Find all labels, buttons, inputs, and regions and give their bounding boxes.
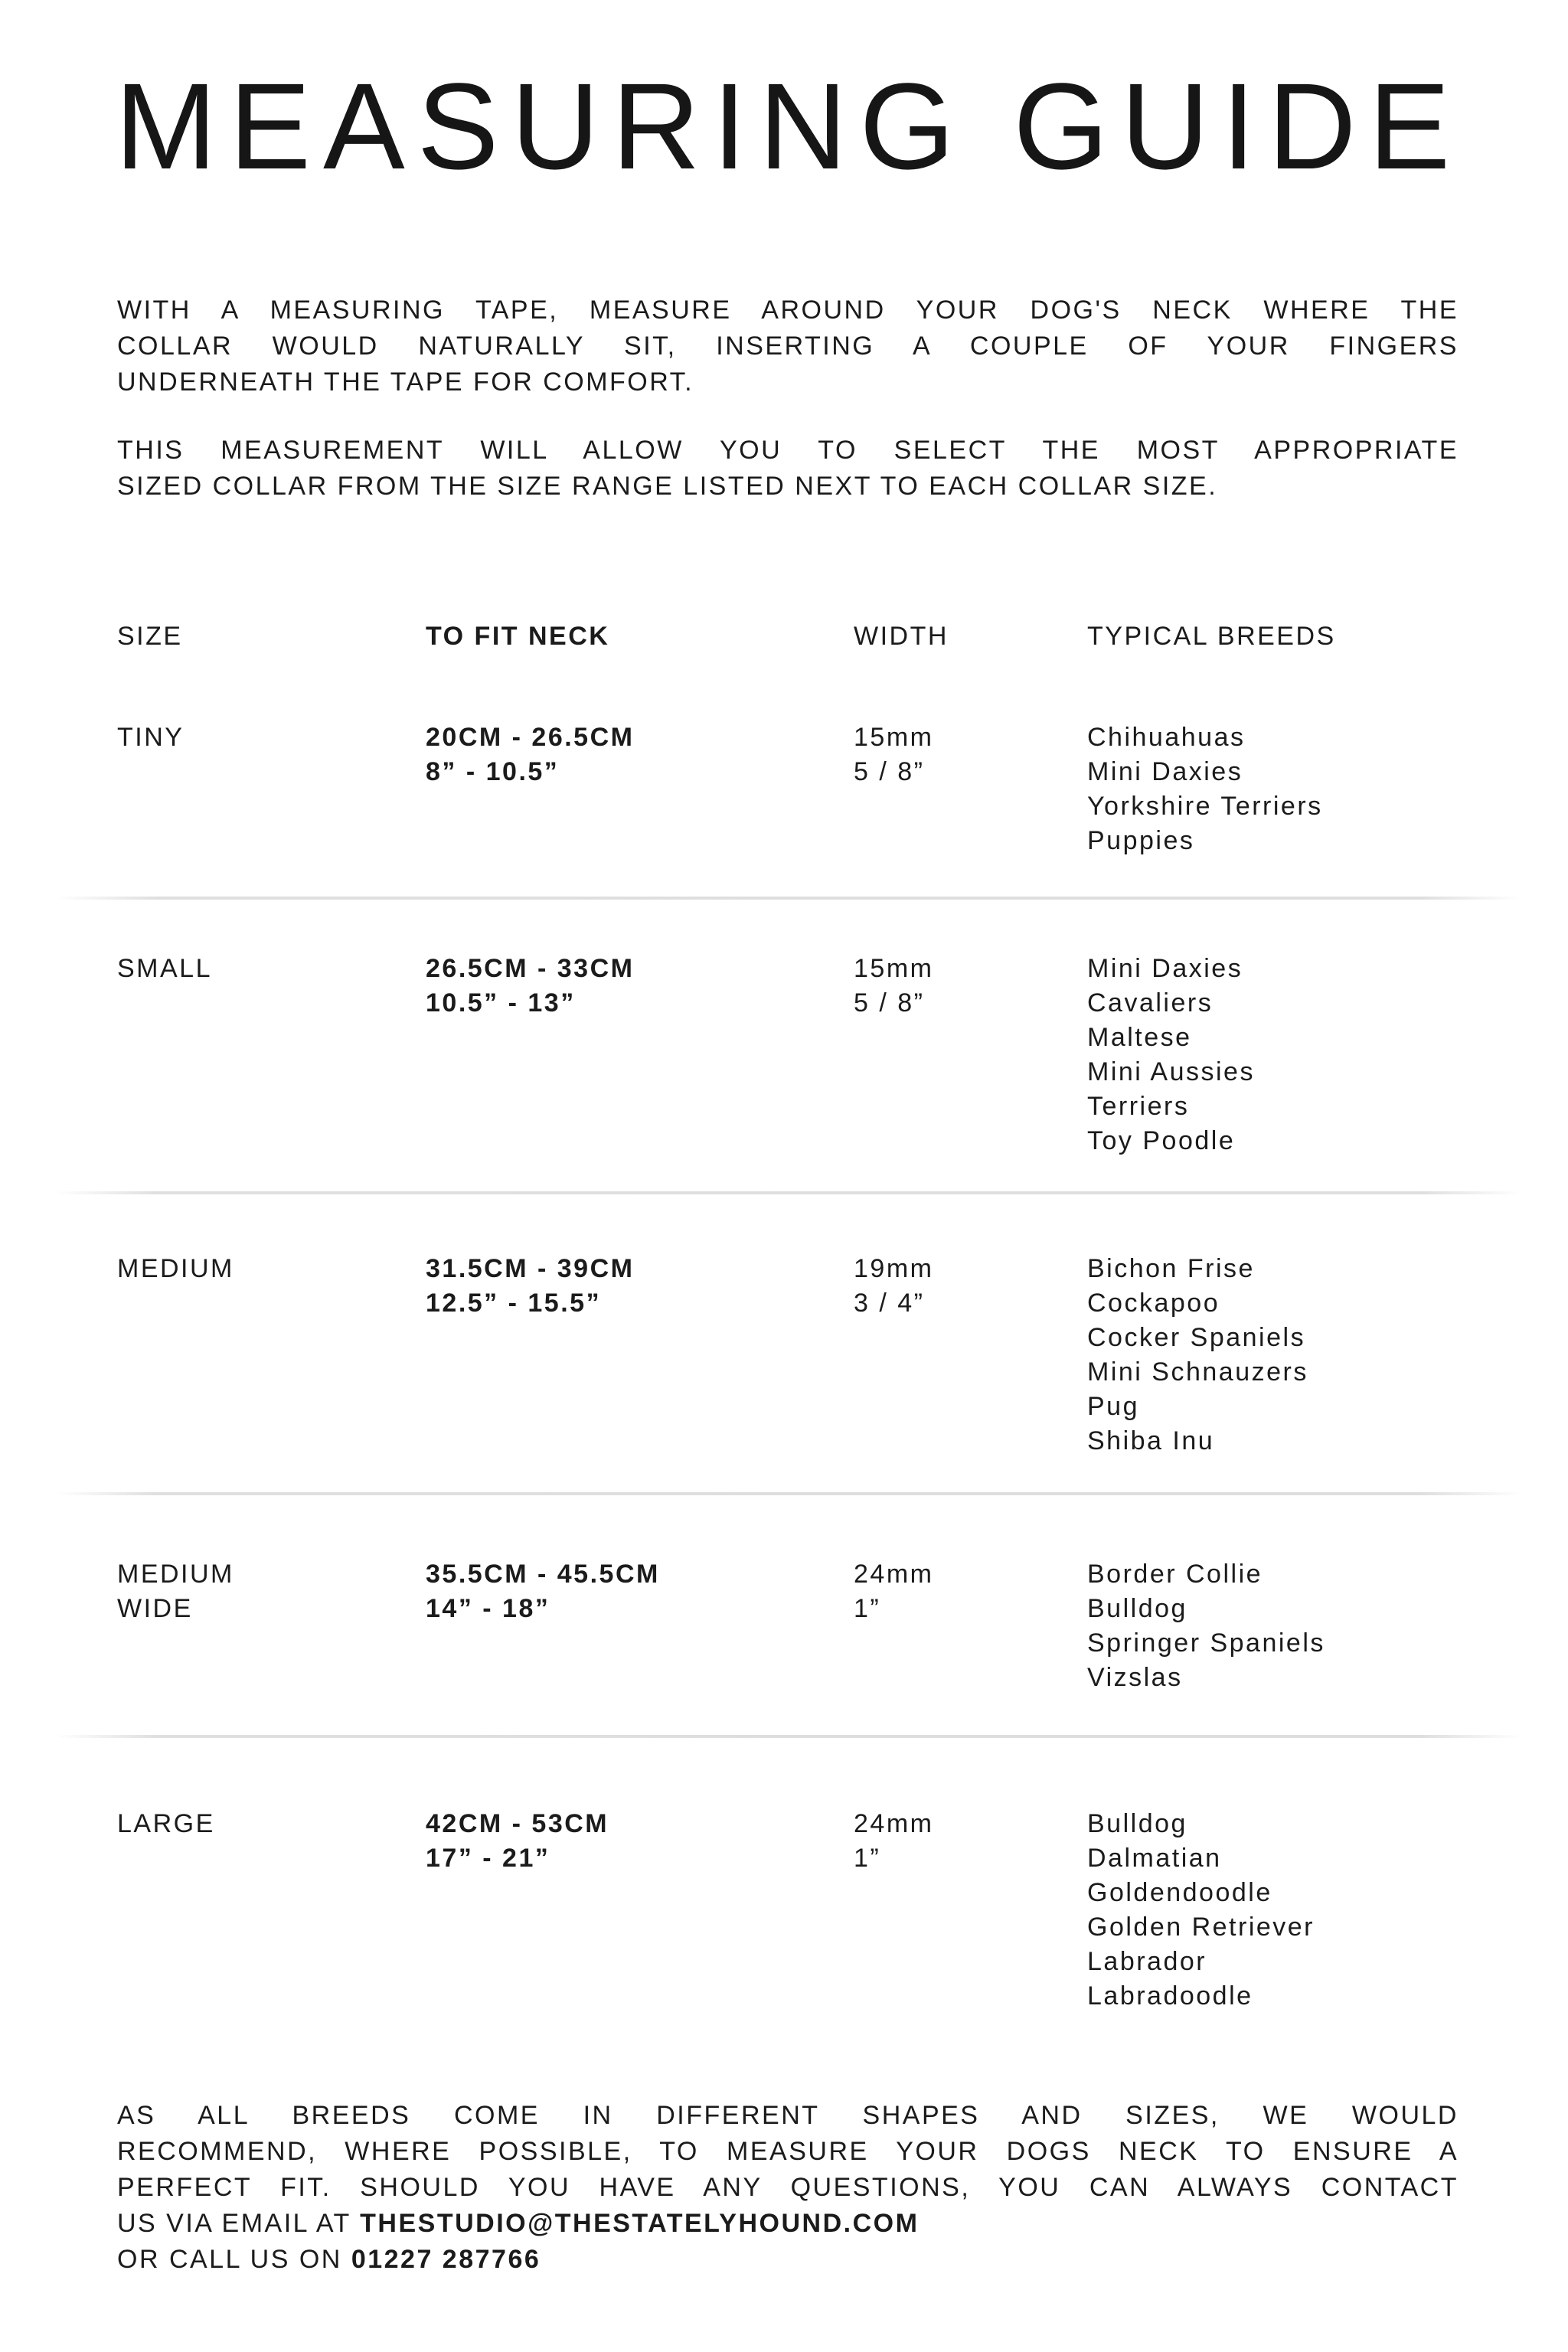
intro-paragraph-1 <box>117 292 1459 400</box>
text-segment: COLLAR WOULD NATURALLY SIT, INSERTING A COUPLE OF YOUR FINGERS <box>117 332 1459 361</box>
collar-width-line: 24mm <box>854 1560 934 1589</box>
neck-range-line: 14” - 18” <box>426 1594 550 1623</box>
text-segment: SIZED COLLAR FROM THE SIZE RANGE LISTED NEXT TO EACH COLLAR SIZE. <box>117 472 1218 501</box>
text-segment: THIS MEASUREMENT WILL ALLOW YOU TO SELECT THE MOST APPROPRIATE <box>117 436 1459 465</box>
footer-note <box>117 2098 1459 2278</box>
breed-list-line: Vizslas <box>1087 1663 1183 1692</box>
text-segment: RECOMMEND, WHERE POSSIBLE, TO MEASURE YOUR DOGS NECK TO ENSURE A <box>117 2137 1459 2166</box>
breed-list-line: Mini Daxies <box>1087 757 1243 786</box>
text-line <box>117 2170 1459 2206</box>
text-segment: US VIA EMAIL AT <box>117 2209 361 2238</box>
breed-list-line: Goldendoodle <box>1087 1878 1272 1907</box>
neck-range-line: 20CM - 26.5CM <box>426 723 635 752</box>
neck-range <box>426 952 854 1158</box>
text-line <box>117 2098 1459 2134</box>
neck-range <box>426 1252 854 1459</box>
breed-list-line: Puppies <box>1087 826 1195 855</box>
text-line <box>117 2242 1459 2278</box>
column-header-size: SIZE <box>117 622 183 651</box>
neck-range-line: 17” - 21” <box>426 1844 550 1873</box>
breed-list-line: Springer Spaniels <box>1087 1628 1325 1658</box>
size-label-line: LARGE <box>117 1809 215 1838</box>
breed-list <box>1087 1807 1459 2014</box>
text-segment: AS ALL BREEDS COME IN DIFFERENT SHAPES AND SIZES, WE WOULD <box>117 2101 1459 2130</box>
size-label-line: WIDE <box>117 1594 193 1623</box>
breed-list <box>1087 720 1459 858</box>
neck-range <box>426 1557 854 1695</box>
size-row-medium <box>117 1252 1459 1459</box>
row-divider <box>55 1735 1522 1738</box>
breed-list-line: Mini Aussies <box>1087 1057 1255 1086</box>
collar-width-line: 5 / 8” <box>854 757 925 786</box>
intro-paragraph-2 <box>117 433 1459 505</box>
size-row-medium-wide <box>117 1557 1459 1695</box>
breed-list-line: Mini Schnauzers <box>1087 1357 1308 1387</box>
breed-list-line: Mini Daxies <box>1087 954 1243 983</box>
breed-list-line: Cocker Spaniels <box>1087 1323 1306 1352</box>
row-divider <box>55 897 1522 900</box>
size-label-line: SMALL <box>117 954 212 983</box>
breed-list-line: Labradoodle <box>1087 1981 1253 2011</box>
text-line <box>117 2206 1459 2242</box>
breed-list-line: Cavaliers <box>1087 988 1214 1018</box>
text-line <box>117 469 1459 505</box>
collar-width <box>854 720 1087 858</box>
collar-width-line: 15mm <box>854 954 934 983</box>
neck-range <box>426 720 854 858</box>
text-segment: PERFECT FIT. SHOULD YOU HAVE ANY QUESTIONS, YOU CAN ALWAYS CONTACT <box>117 2173 1459 2202</box>
neck-range-line: 31.5CM - 39CM <box>426 1254 635 1283</box>
breed-list-line: Shiba Inu <box>1087 1426 1215 1455</box>
neck-range <box>426 1807 854 2014</box>
size-label <box>117 1252 426 1459</box>
text-line <box>117 364 1459 400</box>
size-label-line: MEDIUM <box>117 1560 234 1589</box>
breed-list-line: Pug <box>1087 1392 1139 1421</box>
size-label-line: TINY <box>117 723 185 752</box>
text-line <box>117 328 1459 364</box>
breed-list-line: Chihuahuas <box>1087 723 1246 752</box>
row-divider <box>55 1492 1522 1495</box>
email-address: THESTUDIO@THESTATELYHOUND.COM <box>360 2209 920 2238</box>
breed-list-line: Cockapoo <box>1087 1289 1220 1318</box>
collar-width-line: 15mm <box>854 723 934 752</box>
phone-number: 01227 287766 <box>351 2245 541 2274</box>
collar-width <box>854 1807 1087 2014</box>
size-label <box>117 952 426 1158</box>
collar-width-line: 1” <box>854 1594 881 1623</box>
text-line <box>117 292 1459 328</box>
collar-width <box>854 1252 1087 1459</box>
size-label <box>117 1807 426 2014</box>
collar-width <box>854 1557 1087 1695</box>
column-header-to-fit-neck: TO FIT NECK <box>426 622 610 651</box>
breed-list-line: Labrador <box>1087 1947 1207 1976</box>
breed-list-line: Border Collie <box>1087 1560 1263 1589</box>
size-label-line: MEDIUM <box>117 1254 234 1283</box>
neck-range-line: 26.5CM - 33CM <box>426 954 635 983</box>
collar-width <box>854 952 1087 1158</box>
breed-list-line: Bulldog <box>1087 1809 1187 1838</box>
breed-list <box>1087 952 1459 1158</box>
collar-width-line: 3 / 4” <box>854 1289 925 1318</box>
breed-list-line: Bulldog <box>1087 1594 1187 1623</box>
page-title: MEASURING GUIDE <box>115 57 1463 194</box>
collar-width-line: 24mm <box>854 1809 934 1838</box>
breed-list-line: Terriers <box>1087 1092 1190 1121</box>
neck-range-line: 12.5” - 15.5” <box>426 1289 602 1318</box>
breed-list-line: Yorkshire Terriers <box>1087 792 1323 821</box>
size-row-large <box>117 1807 1459 2014</box>
neck-range-line: 42CM - 53CM <box>426 1809 609 1838</box>
size-label <box>117 1557 426 1695</box>
size-row-tiny <box>117 720 1459 858</box>
breed-list-line: Toy Poodle <box>1087 1126 1236 1155</box>
breed-list-line: Dalmatian <box>1087 1844 1222 1873</box>
text-line <box>117 2134 1459 2170</box>
size-row-small <box>117 952 1459 1158</box>
neck-range-line: 10.5” - 13” <box>426 988 576 1018</box>
text-segment: UNDERNEATH THE TAPE FOR COMFORT. <box>117 368 694 397</box>
size-table-header-row <box>117 619 1459 654</box>
breed-list-line: Bichon Frise <box>1087 1254 1255 1283</box>
breed-list-line: Golden Retriever <box>1087 1913 1315 1942</box>
collar-width-line: 5 / 8” <box>854 988 925 1018</box>
collar-width-line: 1” <box>854 1844 881 1873</box>
text-segment: OR CALL US ON <box>117 2245 351 2274</box>
size-label <box>117 720 426 858</box>
row-divider <box>55 1191 1522 1194</box>
column-header-width: WIDTH <box>854 622 949 651</box>
neck-range-line: 35.5CM - 45.5CM <box>426 1560 660 1589</box>
breed-list-line: Maltese <box>1087 1023 1192 1052</box>
breed-list <box>1087 1252 1459 1459</box>
text-line <box>117 433 1459 469</box>
collar-width-line: 19mm <box>854 1254 934 1283</box>
breed-list <box>1087 1557 1459 1695</box>
text-segment: WITH A MEASURING TAPE, MEASURE AROUND YOUR DOG'S NECK WHERE THE <box>117 296 1459 325</box>
neck-range-line: 8” - 10.5” <box>426 757 560 786</box>
column-header-typical-breeds: TYPICAL BREEDS <box>1087 622 1336 651</box>
